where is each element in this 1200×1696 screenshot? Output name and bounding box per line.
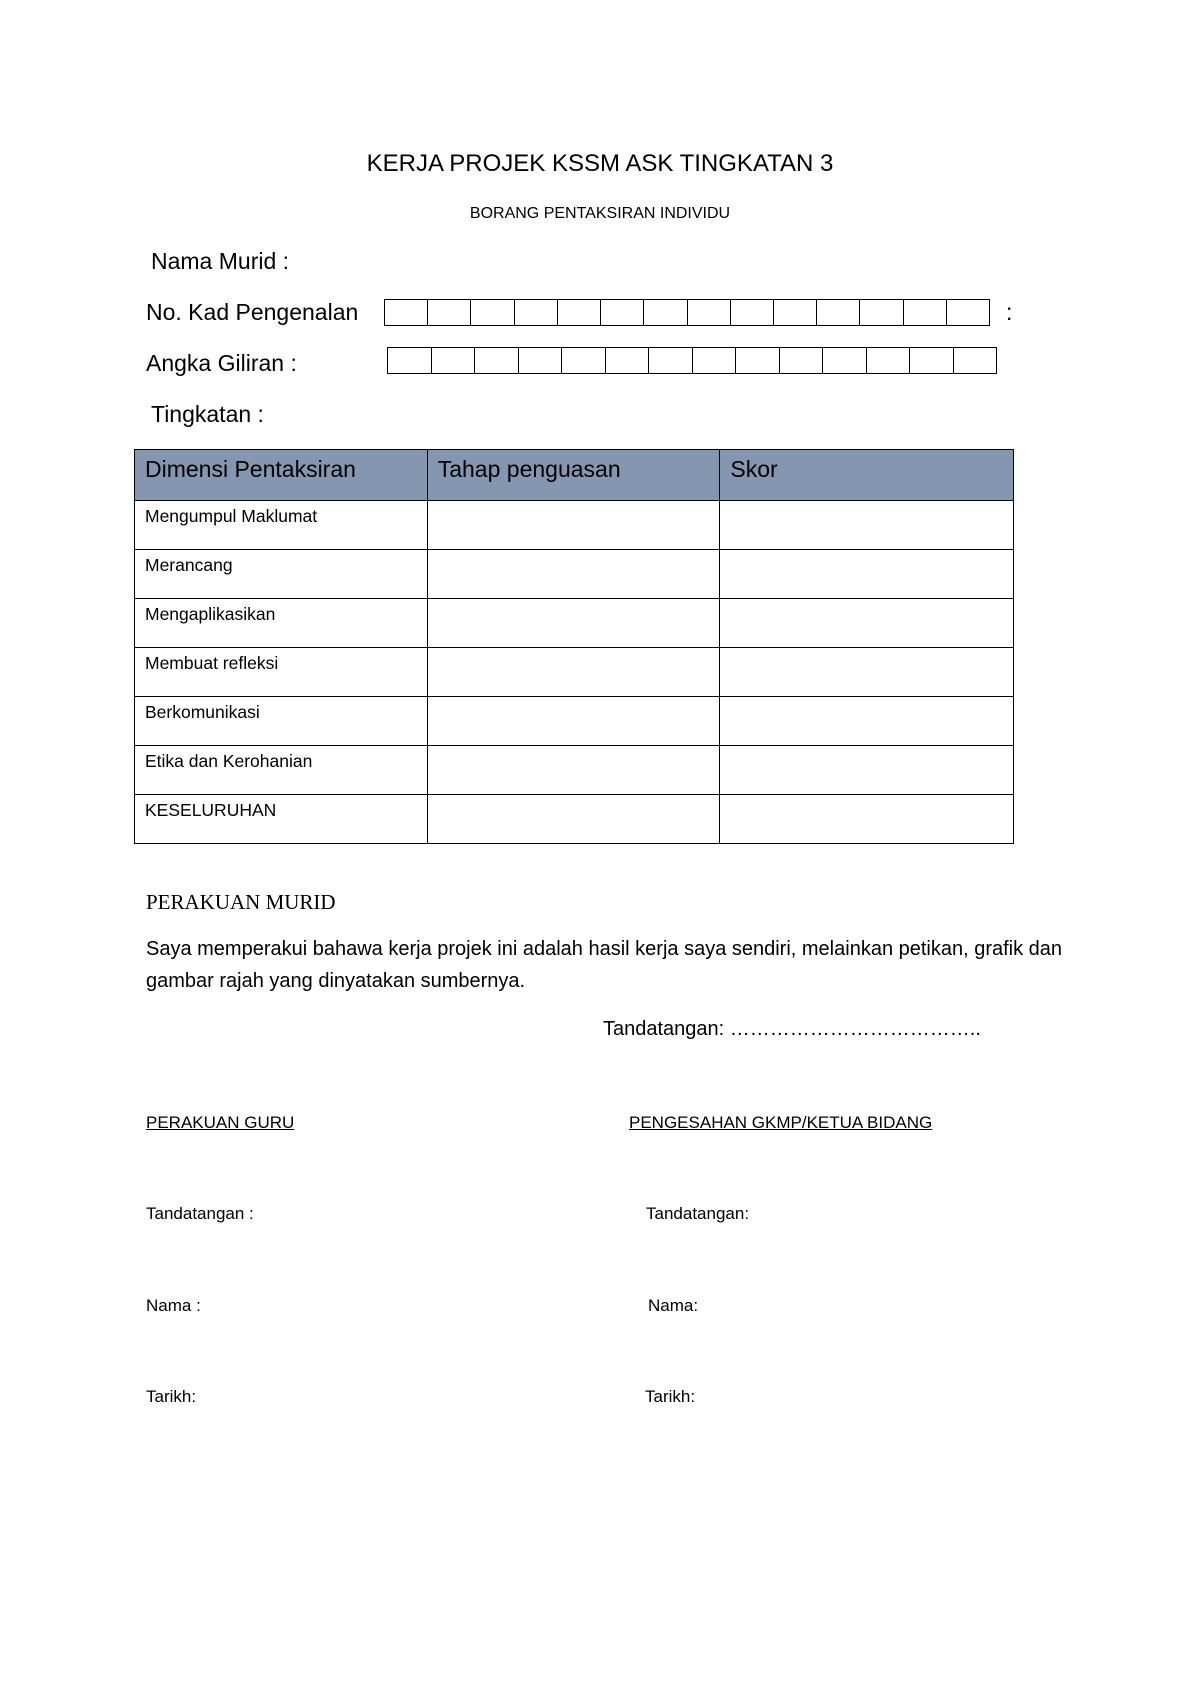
index-digit-box[interactable] <box>823 348 867 373</box>
index-digit-box[interactable] <box>693 348 737 373</box>
level-cell[interactable] <box>427 501 720 550</box>
teacher-signature-label: Tandatangan : <box>146 1204 254 1223</box>
ic-digit-box[interactable] <box>385 300 428 325</box>
index-number-label: Angka Giliran : <box>146 350 297 376</box>
score-cell[interactable] <box>720 550 1014 599</box>
head-signature-label: Tandatangan: <box>646 1204 750 1223</box>
level-cell[interactable] <box>427 648 720 697</box>
level-cell[interactable] <box>427 599 720 648</box>
dimension-cell: Merancang <box>135 550 428 599</box>
assessment-table <box>134 449 1014 844</box>
dimension-cell: Etika dan Kerohanian <box>135 746 428 795</box>
level-cell[interactable] <box>427 795 720 844</box>
student-name-label: Nama Murid : <box>151 248 290 274</box>
ic-colon: : <box>1006 299 1013 325</box>
index-number-boxes[interactable] <box>387 347 997 374</box>
ic-digit-box[interactable] <box>947 300 989 325</box>
score-cell[interactable] <box>720 795 1014 844</box>
column-header-score: Skor <box>720 450 1014 501</box>
index-digit-box[interactable] <box>562 348 606 373</box>
dimension-cell: Berkomunikasi <box>135 697 428 746</box>
table-row <box>135 648 1014 697</box>
table-row <box>135 599 1014 648</box>
ic-digit-box[interactable] <box>644 300 687 325</box>
index-digit-box[interactable] <box>519 348 563 373</box>
score-cell[interactable] <box>720 697 1014 746</box>
head-approval-heading: PENGESAHAN GKMP/KETUA BIDANG <box>629 1113 933 1132</box>
page-title: KERJA PROJEK KSSM ASK TINGKATAN 3 <box>366 150 834 177</box>
student-signature-line[interactable]: Tandatangan: ……………………………….. <box>603 1018 981 1040</box>
teacher-name-label: Nama : <box>146 1296 201 1315</box>
page-subtitle: BORANG PENTAKSIRAN INDIVIDU <box>469 205 731 222</box>
index-digit-box[interactable] <box>867 348 911 373</box>
dimension-cell: Mengumpul Maklumat <box>135 501 428 550</box>
ic-digit-box[interactable] <box>731 300 774 325</box>
student-declaration-heading: PERAKUAN MURID <box>146 890 336 914</box>
teacher-date-label: Tarikh: <box>146 1387 197 1406</box>
index-digit-box[interactable] <box>606 348 650 373</box>
level-cell[interactable] <box>427 550 720 599</box>
ic-digit-box[interactable] <box>688 300 731 325</box>
index-digit-box[interactable] <box>910 348 954 373</box>
head-date-label: Tarikh: <box>645 1387 696 1406</box>
teacher-declaration-heading: PERAKUAN GURU <box>146 1113 295 1132</box>
ic-digit-box[interactable] <box>515 300 558 325</box>
table-row <box>135 746 1014 795</box>
index-digit-box[interactable] <box>388 348 432 373</box>
index-digit-box[interactable] <box>432 348 476 373</box>
level-cell[interactable] <box>427 697 720 746</box>
dimension-cell: Membuat refleksi <box>135 648 428 697</box>
level-label: Tingkatan : <box>151 401 264 427</box>
ic-digit-box[interactable] <box>817 300 860 325</box>
ic-number-label: No. Kad Pengenalan <box>146 299 359 325</box>
table-row <box>135 697 1014 746</box>
dimension-cell: KESELURUHAN <box>135 795 428 844</box>
score-cell[interactable] <box>720 648 1014 697</box>
score-cell[interactable] <box>720 746 1014 795</box>
index-digit-box[interactable] <box>954 348 997 373</box>
student-declaration-text: Saya memperakui bahawa kerja projek ini adalah hasil kerja saya sendiri, melainkan petikan, grafik dan gambar rajah yang dinyatakan sumbernya. <box>146 938 1063 992</box>
column-header-dimension: Dimensi Pentaksiran <box>135 450 428 501</box>
ic-digit-box[interactable] <box>601 300 644 325</box>
ic-digit-box[interactable] <box>774 300 817 325</box>
ic-digit-box[interactable] <box>558 300 601 325</box>
score-cell[interactable] <box>720 501 1014 550</box>
ic-digit-box[interactable] <box>860 300 903 325</box>
table-row <box>135 501 1014 550</box>
index-digit-box[interactable] <box>475 348 519 373</box>
index-digit-box[interactable] <box>649 348 693 373</box>
ic-number-boxes[interactable] <box>384 299 990 326</box>
index-digit-box[interactable] <box>736 348 780 373</box>
score-cell[interactable] <box>720 599 1014 648</box>
ic-digit-box[interactable] <box>471 300 514 325</box>
table-header-row <box>135 450 1014 501</box>
index-digit-box[interactable] <box>780 348 824 373</box>
column-header-level: Tahap penguasan <box>427 450 720 501</box>
ic-digit-box[interactable] <box>904 300 947 325</box>
dimension-cell: Mengaplikasikan <box>135 599 428 648</box>
table-row <box>135 550 1014 599</box>
ic-digit-box[interactable] <box>428 300 471 325</box>
table-row <box>135 795 1014 844</box>
level-cell[interactable] <box>427 746 720 795</box>
head-name-label: Nama: <box>648 1296 699 1315</box>
